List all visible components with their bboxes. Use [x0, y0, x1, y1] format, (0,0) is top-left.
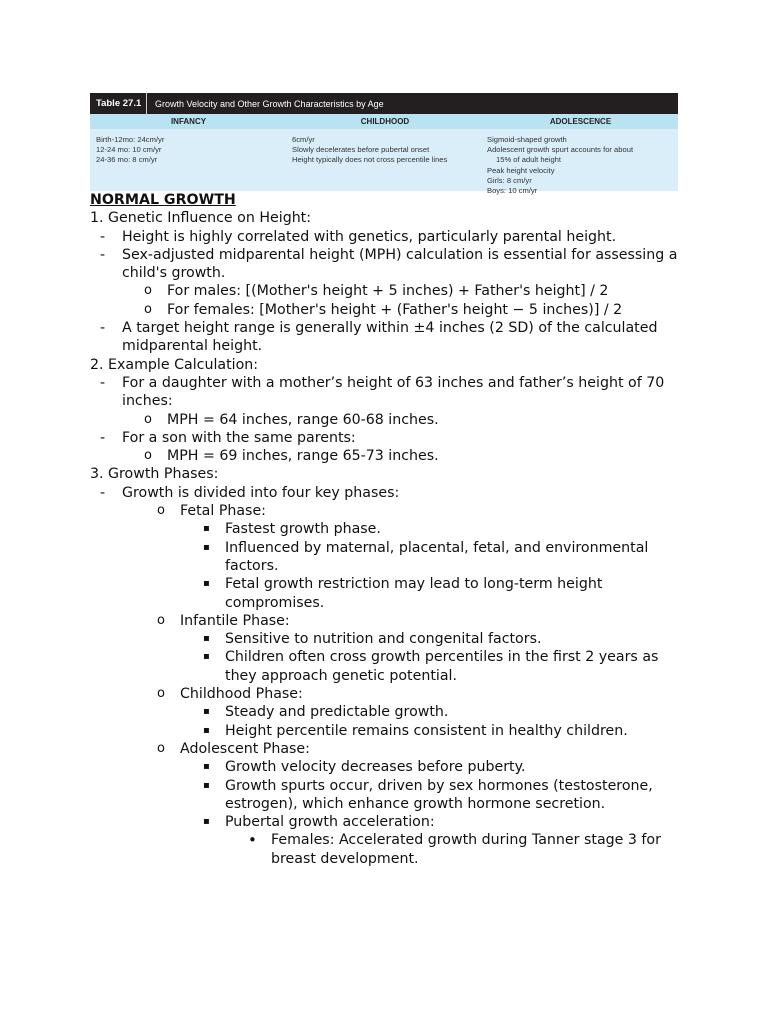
phase-title: o Adolescent Phase:: [157, 740, 310, 757]
dash-marker: -: [100, 374, 106, 391]
table-line: Boys: 10 cm/yr: [487, 186, 538, 196]
square-marker: ▪: [203, 779, 210, 791]
table-line: 24-36 mo: 8 cm/yr: [96, 155, 158, 165]
section-title: 1. Genetic Influence on Height:: [90, 210, 312, 227]
list-item: o MPH = 69 inches, range 65-73 inches.: [144, 448, 439, 465]
dot-marker: •: [248, 831, 257, 850]
table-body: [90, 129, 678, 196]
list-item: ▪ Height percentile remains consistent in healthy children.: [203, 722, 628, 739]
square-marker: ▪: [203, 706, 210, 718]
notes-body: [90, 191, 678, 868]
list-item: o MPH = 64 inches, range 60-68 inches.: [144, 411, 439, 428]
circle-marker: o: [144, 301, 152, 317]
list-item: o For males: [(Mother's height + 5 inches) + Father's height] / 2: [144, 283, 609, 300]
list-item: - A target height range is generally within ±4 inches (2 SD) of the calculated midparental height.: [100, 320, 658, 355]
circle-marker: o: [157, 686, 165, 702]
list-item: ▪ Sensitive to nutrition and congenital factors.: [203, 631, 542, 648]
phase-title: o Childhood Phase:: [157, 686, 303, 703]
table-line: Girls: 8 cm/yr: [487, 175, 532, 185]
list-item: ▪ Influenced by maternal, placental, fetal, and environmental factors.: [203, 539, 649, 574]
circle-marker: o: [144, 411, 152, 427]
square-marker: ▪: [203, 523, 210, 535]
list-item: ▪ Steady and predictable growth.: [203, 704, 449, 721]
table-cell-infancy: [90, 135, 287, 191]
dash-marker: -: [100, 228, 106, 245]
circle-marker: o: [144, 448, 152, 464]
table-line: Height typically does not cross percentile lines: [292, 155, 448, 165]
list-item: ▪ Fastest growth phase.: [203, 521, 381, 538]
square-marker: ▪: [203, 541, 210, 553]
circle-marker: o: [157, 612, 165, 628]
table-line: Adolescent growth spurt accounts for about: [487, 145, 634, 155]
square-marker: ▪: [203, 816, 210, 828]
table-line: 15% of adult height: [496, 155, 562, 165]
list-item: - Sex-adjusted midparental height (MPH) calculation is essential for assessing a child's growth.: [100, 246, 678, 282]
list-item: • Females: Accelerated growth during Tanner stage 3 for breast development.: [248, 831, 661, 867]
phase-title: o Infantile Phase:: [157, 612, 290, 629]
list-item: ▪ Fetal growth restriction may lead to long-term height compromises.: [203, 576, 603, 611]
section-title: 3. Growth Phases:: [90, 466, 219, 483]
section-heading: NORMAL GROWTH: [90, 192, 236, 208]
table-cell-childhood: [287, 135, 483, 191]
column-header-infancy: INFANCY: [170, 117, 207, 126]
table-header-bar: [90, 93, 678, 114]
table-line: Peak height velocity: [487, 165, 555, 175]
document-page: [90, 93, 678, 868]
list-item: ▪ Pubertal growth acceleration:: [203, 814, 435, 831]
table-number: Table 27.1: [90, 93, 147, 114]
dash-marker: -: [100, 429, 106, 446]
list-item: - For a daughter with a mother’s height of 63 inches and father’s height of 70 inches:: [100, 374, 665, 410]
list-item: o For females: [Mother's height + (Father's height − 5 inches)] / 2: [144, 301, 623, 318]
dash-marker: -: [100, 484, 106, 501]
circle-marker: o: [144, 283, 152, 299]
section-title: 2. Example Calculation:: [90, 356, 259, 373]
table-line: 6cm/yr: [292, 135, 315, 144]
square-marker: ▪: [203, 761, 210, 773]
table-cell-adolescence: [483, 135, 678, 196]
square-marker: ▪: [203, 724, 210, 736]
column-header-childhood: CHILDHOOD: [360, 117, 410, 126]
square-marker: ▪: [203, 578, 210, 590]
square-marker: ▪: [203, 633, 210, 645]
list-item: - Growth is divided into four key phases:: [100, 484, 400, 501]
table-title: Growth Velocity and Other Growth Characteristics by Age: [155, 98, 384, 109]
list-item: ▪ Growth spurts occur, driven by sex hormones (testosterone, estrogen), which enhance growth hormone secretion.: [203, 777, 653, 812]
table-line: 12-24 mo: 10 cm/yr: [96, 145, 162, 155]
list-item: ▪ Children often cross growth percentiles in the first 2 years as they approach genetic potential.: [203, 649, 659, 684]
list-item: - Height is highly correlated with genetics, particularly parental height.: [100, 228, 617, 245]
square-marker: ▪: [203, 651, 210, 663]
dash-marker: -: [100, 246, 106, 263]
table-column-headers: [90, 114, 678, 129]
table-line: Sigmoid-shaped growth: [487, 135, 567, 144]
circle-marker: o: [157, 740, 165, 756]
list-item: ▪ Growth velocity decreases before puberty.: [203, 759, 526, 776]
dash-marker: -: [100, 320, 106, 337]
phase-title: o Fetal Phase:: [157, 503, 266, 520]
table-line: Slowly decelerates before pubertal onset: [292, 145, 430, 155]
circle-marker: o: [157, 503, 165, 519]
list-item: - For a son with the same parents:: [100, 429, 356, 446]
table-line: Birth-12mo: 24cm/yr: [96, 135, 165, 144]
growth-table: [90, 93, 678, 196]
column-header-adolescence: ADOLESCENCE: [549, 117, 612, 126]
